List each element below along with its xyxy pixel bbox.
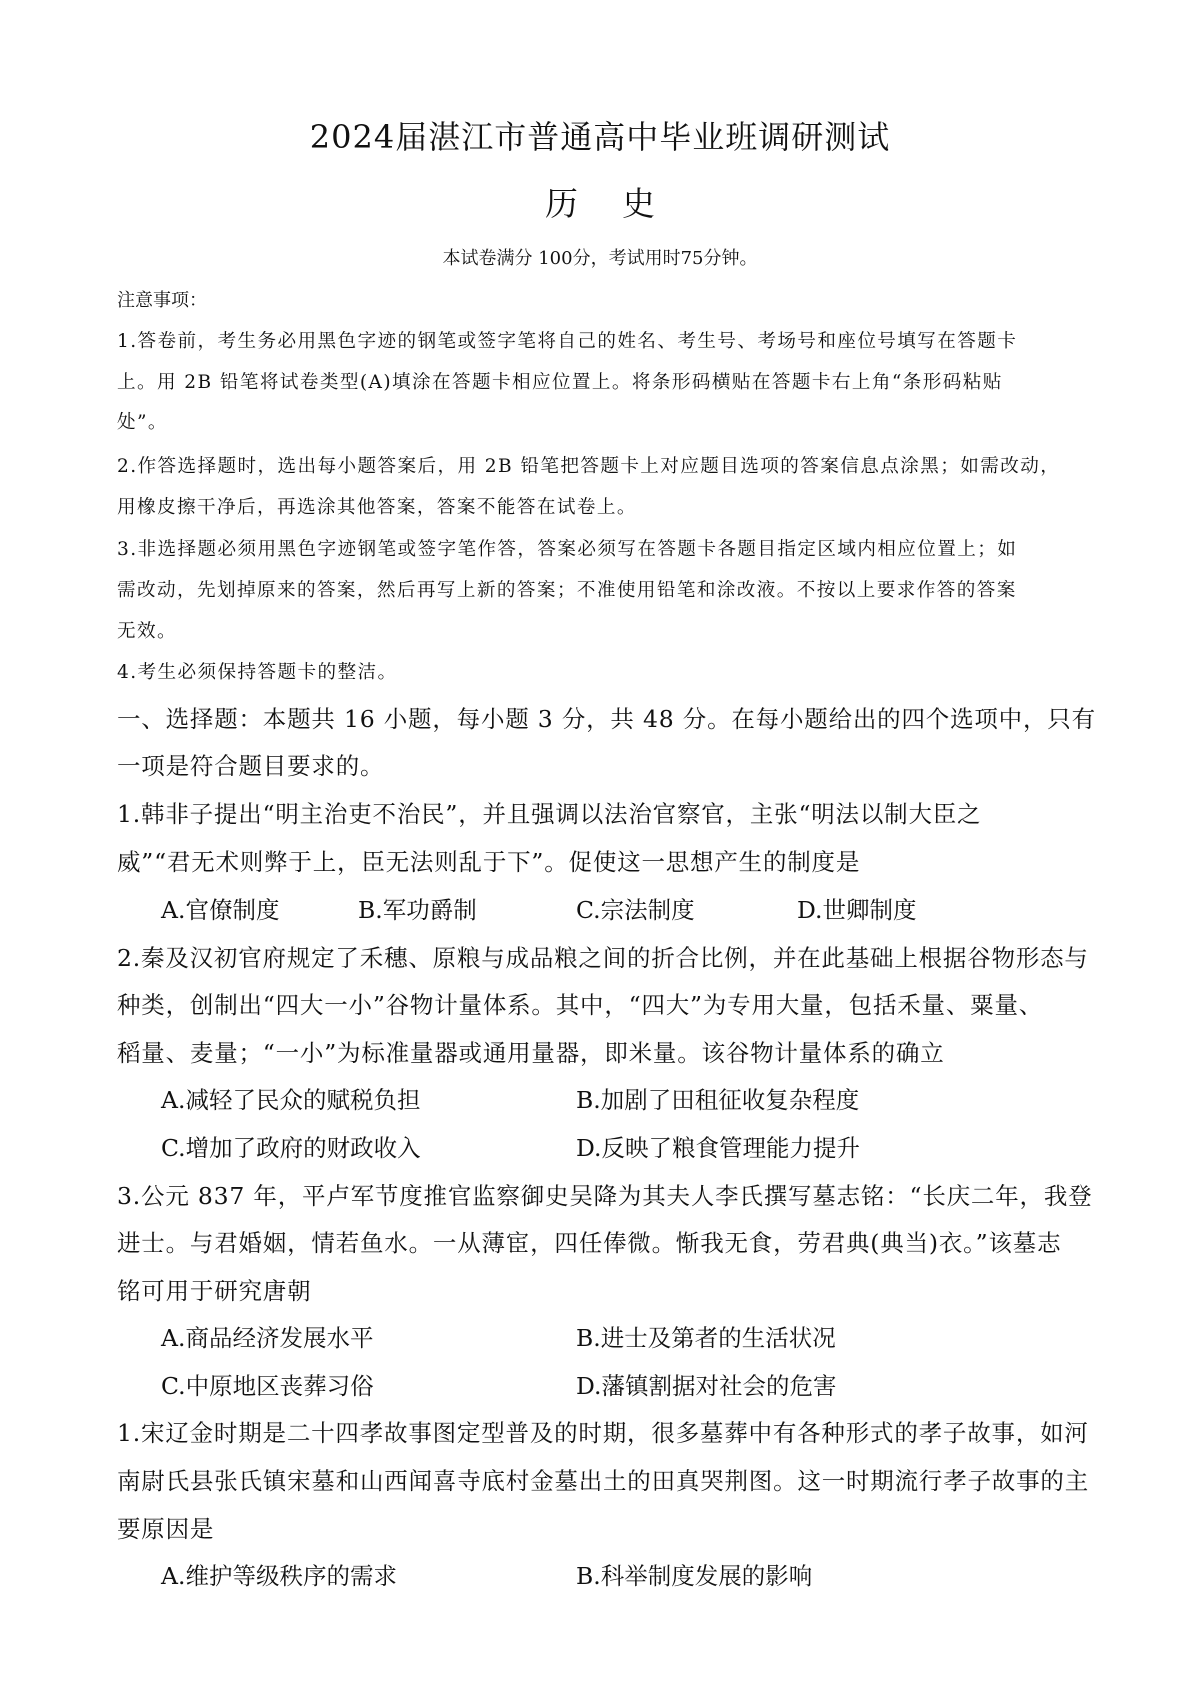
- notice-line: 用橡皮擦干净后，再选涂其他答案，答案不能答在试卷上。: [117, 497, 637, 518]
- notice-line: 处”。: [117, 412, 168, 433]
- question-stem-line: 1.韩非子提出“明主治吏不治民”，并且强调以法治官察官，主张“明法以制大臣之: [117, 800, 982, 828]
- question-stem-line: 种类，创制出“四大一小”谷物计量体系。其中，“四大”为专用大量，包括禾量、粟量、: [117, 991, 1044, 1019]
- option-a: A.官僚制度: [161, 896, 280, 924]
- question-stem-line: 要原因是: [117, 1515, 215, 1543]
- question-stem-line: 2.秦及汉初官府规定了禾穗、原粮与成品粮之间的折合比例，并在此基础上根据谷物形态与: [117, 944, 1089, 972]
- notice-line: 3.非选择题必须用黑色字迹钢笔或签字笔作答，答案必须写在答题卡各题目指定区域内相应位置上；如: [117, 539, 1018, 560]
- question-stem-line: 稻量、麦量；“一小”为标准量器或通用量器，即米量。该谷物计量体系的确立: [117, 1039, 945, 1067]
- notice-header: 注意事项：: [117, 290, 207, 311]
- option-c: C.中原地区丧葬习俗: [161, 1372, 374, 1400]
- notice-line: 1.答卷前，考生务必用黑色字迹的钢笔或签字笔将自己的姓名、考生号、考场号和座位号填写在答题卡: [117, 331, 1018, 352]
- notice-line: 无效。: [117, 621, 177, 642]
- notice-line: 2.作答选择题时，选出每小题答案后，用 2B 铅笔把答题卡上对应题目选项的答案信息点涂黑；如需改动，: [117, 456, 1061, 477]
- option-a: A.减轻了民众的赋税负担: [161, 1086, 421, 1114]
- option-b: B.科举制度发展的影响: [576, 1562, 813, 1590]
- option-d: D.反映了粮食管理能力提升: [576, 1134, 860, 1162]
- question-stem-line: 3.公元 837 年，平卢军节度推官监察御史吴降为其夫人李氏撰写墓志铭：“长庆二年，我登: [117, 1182, 1093, 1210]
- subject-title: 历史: [545, 184, 699, 223]
- section-line: 一、选择题：本题共 16 小题，每小题 3 分，共 48 分。在每小题给出的四个选项中，只有: [117, 705, 1096, 733]
- section-line: 一项是符合题目要求的。: [117, 752, 385, 780]
- question-stem-line: 1.宋辽金时期是二十四孝故事图定型普及的时期，很多墓葬中有各种形式的孝子故事，如河: [117, 1419, 1089, 1447]
- option-b: B.进士及第者的生活状况: [576, 1324, 836, 1352]
- notice-line: 上。用 2B 铅笔将试卷类型(A)填涂在答题卡相应位置上。将条形码横贴在答题卡右上角“条形码粘贴: [117, 372, 1003, 393]
- option-d: D.世卿制度: [797, 896, 917, 924]
- option-d: D.藩镇割据对社会的危害: [576, 1372, 837, 1400]
- option-b: B.加剧了田租征收复杂程度: [576, 1086, 860, 1114]
- question-stem-line: 铭可用于研究唐朝: [117, 1277, 312, 1305]
- notice-line: 需改动，先划掉原来的答案，然后再写上新的答案；不准使用铅笔和涂改液。不按以上要求作答的答案: [117, 580, 1017, 601]
- question-stem-line: 进士。与君婚姻，情若鱼水。一从薄宦，四任俸微。惭我无食，劳君典(典当)衣。”该墓志: [117, 1229, 1062, 1257]
- exam-title: 2024届湛江市普通高中毕业班调研测试: [309, 118, 891, 156]
- option-a: A.商品经济发展水平: [161, 1324, 374, 1352]
- score-time-line: 本试卷满分 100分，考试用时75分钟。: [442, 248, 758, 269]
- option-c: C.宗法制度: [576, 896, 695, 924]
- notice-line: 4.考生必须保持答题卡的整洁。: [117, 662, 398, 683]
- question-stem-line: 威”“君无术则弊于上，臣无法则乱于下”。促使这一思想产生的制度是: [117, 848, 861, 876]
- option-a: A.维护等级秩序的需求: [161, 1562, 397, 1590]
- question-stem-line: 南尉氏县张氏镇宋墓和山西闻喜寺底村金墓出土的田真哭荆图。这一时期流行孝子故事的主: [117, 1467, 1089, 1495]
- option-b: B.军功爵制: [358, 896, 477, 924]
- option-c: C.增加了政府的财政收入: [161, 1134, 421, 1162]
